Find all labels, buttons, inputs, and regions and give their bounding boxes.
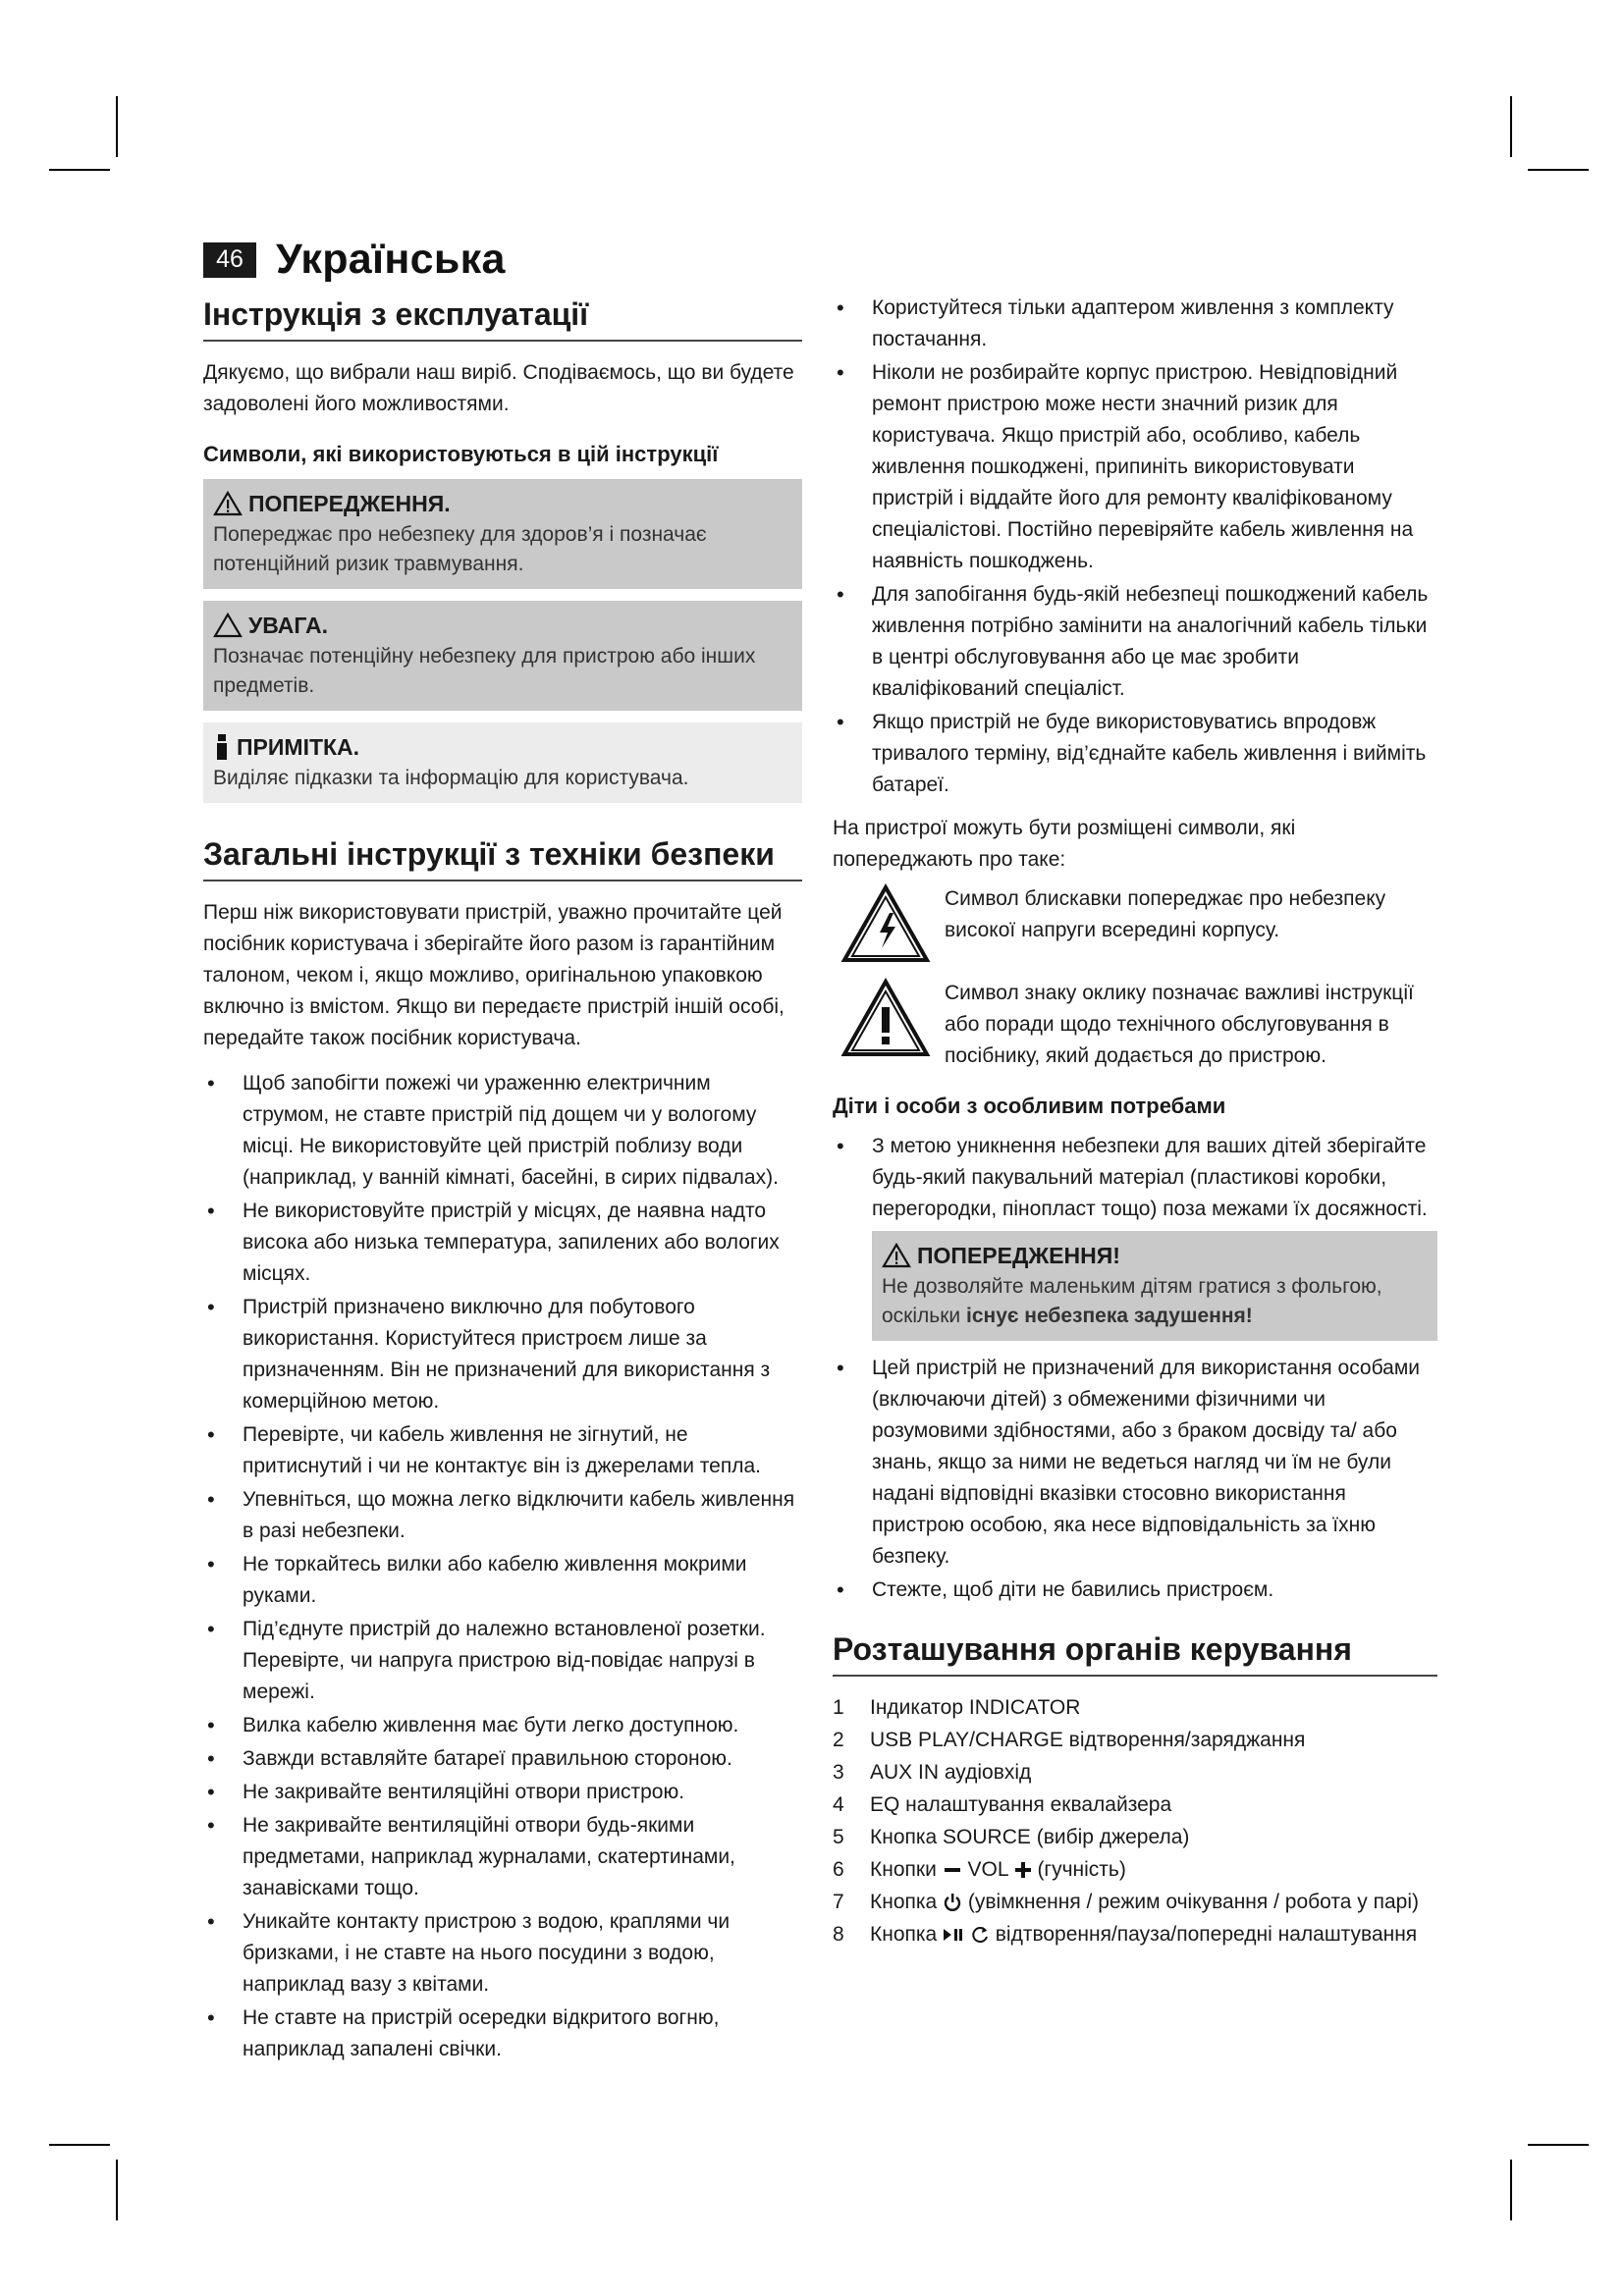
children-warning-title: ПОПЕРЕДЖЕННЯ!: [917, 1243, 1120, 1268]
list-item: • Не закривайте вентиляційні отвори будь-якими предметами, наприклад журналами, скатертинами, занавісками тощо.: [203, 1810, 802, 1904]
list-item: 8 Кнопка відтворення/пауза/попередні налаштування: [833, 1923, 1418, 1946]
info-note-body: Виділяє підказки та інформацію для користувача.: [213, 767, 689, 789]
list-item: • Якщо пристрій не буде використовуватись впродовж тривалого терміну, від’єднайте кабель живлення і вийміть батареї.: [833, 707, 1437, 801]
warning-triangle-icon: [882, 1243, 911, 1268]
children-warning-body: Не дозволяйте маленьким дітям гратися з фольгою, оскільки: [882, 1275, 1382, 1327]
play-pause-icon: [943, 1927, 964, 1943]
crop-mark: [1528, 2144, 1589, 2146]
left-column: [203, 293, 802, 2077]
list-item: 7 Кнопка (увімкнення / режим очікування / робота у парі): [833, 1891, 1420, 1913]
list-item: • Завжди вставляйте батареї правильною стороною.: [203, 1743, 802, 1775]
list-item: • Не торкайтесь вилки або кабелю живлення мокрими руками.: [203, 1549, 802, 1612]
list-item: 4 EQ налаштування еквалайзера: [833, 1793, 1172, 1816]
crop-mark: [116, 2160, 118, 2220]
symbol-text: Символ блискавки попереджає про небезпеку високої напруги всередині корпусу.: [945, 887, 1386, 941]
caution-note-title: УВАГА.: [248, 613, 328, 638]
list-item: • Пристрій призначено виключно для побутового використання. Користуйтеся пристроєм лише за призначенням. Він не призначений для використання з комерційною метою.: [203, 1292, 802, 1417]
list-item: • Не використовуйте пристрій у місцях, де наявна надто висока або низька температура, запилених або вологих місцях.: [203, 1196, 802, 1290]
crop-mark: [116, 96, 118, 157]
children-heading: Діти і особи з особливим потребами: [833, 1094, 1226, 1118]
section-title-safety: Загальні інструкції з техніки безпеки: [203, 832, 802, 881]
children-list: [833, 1131, 1437, 1225]
minus-icon: [943, 1863, 962, 1877]
exclamation-warning-icon: [840, 978, 931, 1058]
section-title-controls: Розташування органів керування: [833, 1628, 1437, 1677]
symbols-heading: Символи, які використовуються в цій інструкції: [203, 442, 719, 466]
safety-list: [203, 1068, 802, 2065]
list-item: • Щоб запобігти пожежі чи ураженню електричним струмом, не ставте пристрій під дощем чи у вологому місці. Не використовуйте цей пристрій поблизу води (наприклад, у ванній кімнаті, басейні, в сирих підвалах).: [203, 1068, 802, 1194]
list-item: • Для запобігання будь-якій небезпеці пошкоджений кабель живлення потрібно замінити на аналогічний кабель тільки в центрі обслуговування або це має зробити кваліфікований спеціаліст.: [833, 579, 1437, 705]
children-warning-note: [872, 1231, 1437, 1341]
list-item: • Цей пристрій не призначений для використання особами (включаючи дітей) з обмеженими фізичними чи розумовими здібностями, або з браком досвіду та/ або знань, якщо за ними не ведеться нагляд чи їм не були надані відповідні вказівки стосовно використання пристрою особою, яка несе відповідальність за їхню безпеку.: [833, 1353, 1437, 1573]
list-item: 5 Кнопка SOURCE (вибір джерела): [833, 1826, 1190, 1848]
info-note-title: ПРИМІТКА.: [237, 734, 360, 760]
refresh-icon: [970, 1925, 990, 1945]
warning-note-title: ПОПЕРЕДЖЕННЯ.: [248, 491, 451, 516]
symbol-row: [833, 978, 1437, 1072]
crop-mark: [49, 2144, 110, 2146]
warning-triangle-icon: [213, 491, 243, 516]
list-item: • З метою уникнення небезпеки для ваших дітей зберігайте будь-який пакувальний матеріал (пластикові коробки, перегородки, пінопласт тощо) поза межами їх досяжності.: [833, 1131, 1437, 1225]
safety-list-continued: [833, 293, 1437, 801]
page-header: [203, 236, 506, 284]
list-item: 3 AUX IN аудіовхід: [833, 1761, 1032, 1784]
symbol-text: Символ знаку оклику позначає важливі інструкції або поради щодо технічного обслуговування в посібнику, який додається до пристрою.: [945, 982, 1414, 1067]
warning-note: [203, 479, 802, 589]
crop-mark: [1510, 96, 1512, 157]
list-item: • Стежте, щоб діти не бавились пристроєм.: [833, 1575, 1437, 1606]
list-item: 1 Індикатор INDICATOR: [833, 1696, 1081, 1719]
right-column: [833, 293, 1437, 1951]
symbol-row: [833, 883, 1437, 964]
list-item: • Упевніться, що можна легко відключити кабель живлення в разі небезпеки.: [203, 1484, 802, 1547]
children-list-more: [833, 1353, 1437, 1606]
list-item: 2 USB PLAY/CHARGE відтворення/заряджання: [833, 1729, 1306, 1751]
symbols-intro: На пристрої можуть бути розміщені символи, які попереджають про таке:: [833, 817, 1296, 871]
safety-intro: Перш ніж використовувати пристрій, уважно прочитайте цей посібник користувача і зберігайте його разом із гарантійним талоном, чеком і, якщо можливо, оригінальною упаковкою включно із вмістом. Якщо ви передаєте пристрій іншій особі, передайте також посібник користувача.: [203, 901, 785, 1049]
power-icon: [943, 1893, 962, 1912]
list-item: • Не ставте на пристрій осередки відкритого вогню, наприклад запалені свічки.: [203, 2002, 802, 2065]
intro-text: Дякуємо, що вибрали наш виріб. Сподіваємось, що ви будете задоволені його можливостями.: [203, 361, 794, 415]
caution-note: [203, 601, 802, 711]
list-item: • Під’єднуте пристрій до належно встановленої розетки. Перевірте, чи напруга пристрою від-повідає напрузі в мережі.: [203, 1614, 802, 1708]
crop-mark: [1528, 169, 1589, 171]
list-item: • Користуйтеся тільки адаптером живлення з комплекту постачання.: [833, 293, 1437, 355]
list-item: • Перевірте, чи кабель живлення не зігнутий, не притиснутий і чи не контактує він із джерелами тепла.: [203, 1419, 802, 1482]
info-icon: [213, 733, 231, 761]
info-note: [203, 722, 802, 803]
plus-icon: [1014, 1861, 1032, 1879]
caution-triangle-icon: [213, 613, 243, 638]
controls-list: [833, 1692, 1437, 1950]
list-item: 6 Кнопки VOL (гучність): [833, 1858, 1126, 1881]
list-item: • Не закривайте вентиляційні отвори пристрою.: [203, 1777, 802, 1808]
list-item: • Вилка кабелю живлення має бути легко доступною.: [203, 1710, 802, 1741]
crop-mark: [1510, 2160, 1512, 2220]
list-item: • Ніколи не розбирайте корпус пристрою. Невідповідний ремонт пристрою може нести значний ризик для користувача. Якщо пристрій або, особливо, кабель живлення пошкоджені, припиніть використовувати пристрій і віддайте його для ремонту кваліфікованому спеціалістові. Постійно перевіряйте кабель живлення на наявність пошкоджень.: [833, 357, 1437, 577]
warning-note-body: Попереджає про небезпеку для здоров’я і позначає потенційний ризик травмування.: [213, 523, 707, 575]
page-number: 46: [203, 242, 256, 278]
list-item: • Уникайте контакту пристрою з водою, краплями чи бризками, і не ставте на нього посудини з водою, наприклад вазу з квітами.: [203, 1906, 802, 2001]
caution-note-body: Позначає потенційну небезпеку для пристрою або інших предметів.: [213, 645, 756, 697]
crop-mark: [49, 169, 110, 171]
language-title: Українська: [276, 236, 506, 283]
children-warning-emphasis: існує небезпека задушення!: [966, 1305, 1253, 1327]
section-title-instructions: Інструкція з експлуатації: [203, 293, 802, 342]
lightning-warning-icon: [840, 883, 931, 964]
